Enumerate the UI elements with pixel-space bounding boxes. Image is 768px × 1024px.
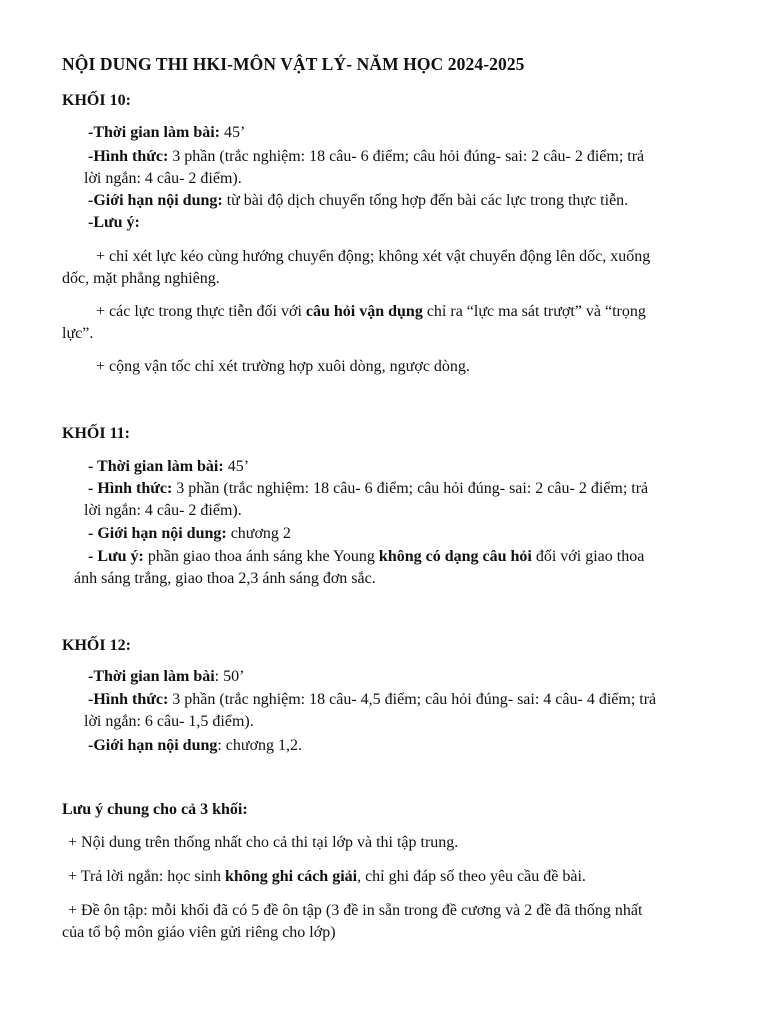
form-value: 3 phần (trắc nghiệm: 18 câu- 6 điểm; câu hỏi đúng- sai: 2 câu- 2 điểm; trả — [172, 480, 649, 497]
form-label: -Hình thức: — [88, 691, 169, 708]
note-text: phần giao thoa ánh sáng khe Young — [143, 548, 379, 565]
grade-12-form-cont: lời ngắn: 6 câu- 1,5 điểm). — [84, 713, 254, 730]
limit-label: - Giới hạn nội dung: — [88, 525, 227, 542]
note-emphasis: câu hỏi vận dụng — [305, 303, 423, 320]
grade-10-form — [88, 146, 644, 168]
form-label: -Hình thức: — [88, 148, 169, 165]
document-title: NỘI DUNG THI HKI-MÔN VẬT LÝ- NĂM HỌC 2024-2025 — [62, 54, 525, 74]
grade-11-note — [88, 546, 644, 568]
grade-11-note-cont: ánh sáng trắng, giao thoa 2,3 ánh sáng đơn sắc. — [74, 570, 376, 587]
grade-10-note-1-cont: dốc, mặt phẳng nghiêng. — [62, 270, 220, 287]
time-label: - Thời gian làm bài: — [88, 458, 224, 475]
grade-10-form-cont: lời ngắn: 4 câu- 2 điểm). — [84, 170, 242, 187]
grade-12-form — [88, 689, 656, 711]
note-text: , chỉ ghi đáp số theo yêu cầu đề bài. — [357, 868, 586, 885]
grade-10-time — [88, 122, 245, 144]
grade-11-time — [88, 456, 249, 478]
time-label: -Thời gian làm bài: — [88, 124, 220, 141]
general-note-2 — [68, 866, 586, 888]
note-emphasis: không ghi cách giải — [225, 868, 358, 885]
grade-10-note-label — [88, 212, 140, 234]
limit-value: : chương 1,2. — [217, 737, 303, 754]
general-notes-heading: Lưu ý chung cho cả 3 khối: — [62, 801, 248, 818]
grade-11-form-cont: lời ngắn: 4 câu- 2 điểm). — [84, 502, 242, 519]
note-emphasis: không có dạng câu hỏi — [378, 548, 532, 565]
limit-label: -Giới hạn nội dung — [88, 737, 218, 754]
note-text: đối với giao thoa — [531, 548, 645, 565]
grade-10-note-3: + cộng vận tốc chỉ xét trường hợp xuôi dòng, ngược dòng. — [96, 358, 470, 375]
form-label: - Hình thức: — [88, 480, 173, 497]
note-text: + các lực trong thực tiễn đối với — [96, 303, 306, 320]
form-value: 3 phần (trắc nghiệm: 18 câu- 6 điểm; câu hỏi đúng- sai: 2 câu- 2 điểm; trả — [168, 148, 645, 165]
time-label: -Thời gian làm bài — [88, 668, 215, 685]
grade-10-heading: KHỐI 10: — [62, 92, 131, 109]
grade-10-limit — [88, 190, 628, 212]
grade-12-heading: KHỐI 12: — [62, 637, 131, 654]
grade-12-time — [88, 666, 244, 688]
time-value: : 50’ — [214, 668, 245, 685]
grade-10-note-1: + chỉ xét lực kéo cùng hướng chuyển động; không xét vật chuyển động lên dốc, xuống — [96, 248, 651, 265]
grade-12-limit — [88, 735, 302, 757]
grade-11-limit — [88, 523, 291, 545]
time-value: 45’ — [223, 458, 250, 475]
note-text: chỉ ra “lực ma sát trượt” và “trọng — [422, 303, 646, 320]
note-label: -Lưu ý: — [88, 214, 140, 231]
grade-11-form — [88, 478, 648, 500]
general-note-3-cont: của tổ bộ môn giáo viên gửi riêng cho lớp) — [62, 924, 336, 941]
general-note-1: + Nội dung trên thống nhất cho cả thi tại lớp và thi tập trung. — [68, 834, 459, 851]
grade-11-heading: KHỐI 11: — [62, 425, 131, 442]
limit-value: từ bài độ dịch chuyển tổng hợp đến bài các lực trong thực tiễn. — [222, 192, 629, 209]
limit-value: chương 2 — [226, 525, 291, 542]
note-text: + Trả lời ngắn: học sinh — [68, 868, 226, 885]
form-value: 3 phần (trắc nghiệm: 18 câu- 4,5 điểm; câu hỏi đúng- sai: 4 câu- 4 điểm; trả — [168, 691, 657, 708]
note-label: - Lưu ý: — [88, 548, 144, 565]
grade-10-note-2 — [96, 301, 646, 323]
limit-label: -Giới hạn nội dung: — [88, 192, 223, 209]
grade-10-note-2-cont: lực”. — [62, 325, 94, 342]
time-value: 45’ — [220, 124, 246, 141]
general-note-3: + Đề ôn tập: mỗi khối đã có 5 đề ôn tập (3 đề in sẵn trong đề cương và 2 đề đã thống nhất — [68, 902, 643, 919]
